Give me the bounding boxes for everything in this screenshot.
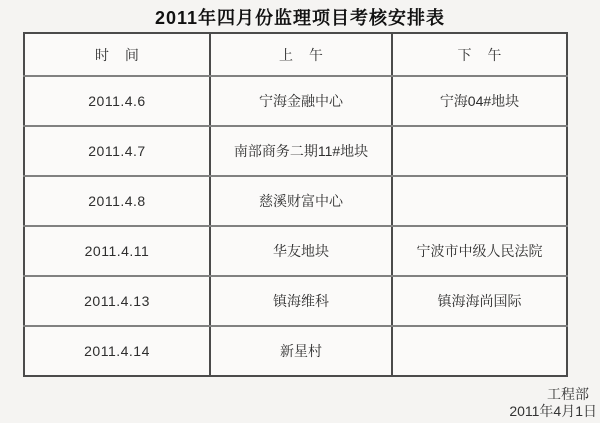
col-header-morning: 上 午 [210, 33, 392, 76]
table-row [24, 76, 567, 126]
table-row [24, 126, 567, 176]
morning-cell: 华友地块 [210, 226, 392, 276]
table-row [24, 326, 567, 376]
document-title: 2011年四月份监理项目考核安排表 [154, 8, 446, 28]
date-cell: 2011.4.8 [24, 176, 210, 226]
morning-cell: 新星村 [210, 326, 392, 376]
date-cell: 2011.4.7 [24, 126, 210, 176]
schedule-table [23, 32, 568, 377]
date-cell: 2011.4.13 [24, 276, 210, 326]
table-header-row [24, 33, 567, 76]
afternoon-cell [392, 176, 567, 226]
table-row [24, 226, 567, 276]
signature-block [509, 386, 597, 420]
signature-date: 2011年4月1日 [509, 403, 597, 419]
col-header-afternoon: 下 午 [392, 33, 567, 76]
afternoon-cell [392, 326, 567, 376]
department-name: 工程部 [547, 386, 589, 402]
date-cell: 2011.4.6 [24, 76, 210, 126]
date-cell: 2011.4.14 [24, 326, 210, 376]
afternoon-cell: 镇海海尚国际 [392, 276, 567, 326]
date-cell: 2011.4.11 [24, 226, 210, 276]
table-row [24, 276, 567, 326]
table-row [24, 176, 567, 226]
afternoon-cell: 宁海04#地块 [392, 76, 567, 126]
afternoon-cell [392, 126, 567, 176]
morning-cell: 南部商务二期11#地块 [210, 126, 392, 176]
col-header-time: 时 间 [24, 33, 210, 76]
afternoon-cell: 宁波市中级人民法院 [392, 226, 567, 276]
morning-cell: 慈溪财富中心 [210, 176, 392, 226]
morning-cell: 镇海维科 [210, 276, 392, 326]
morning-cell: 宁海金融中心 [210, 76, 392, 126]
